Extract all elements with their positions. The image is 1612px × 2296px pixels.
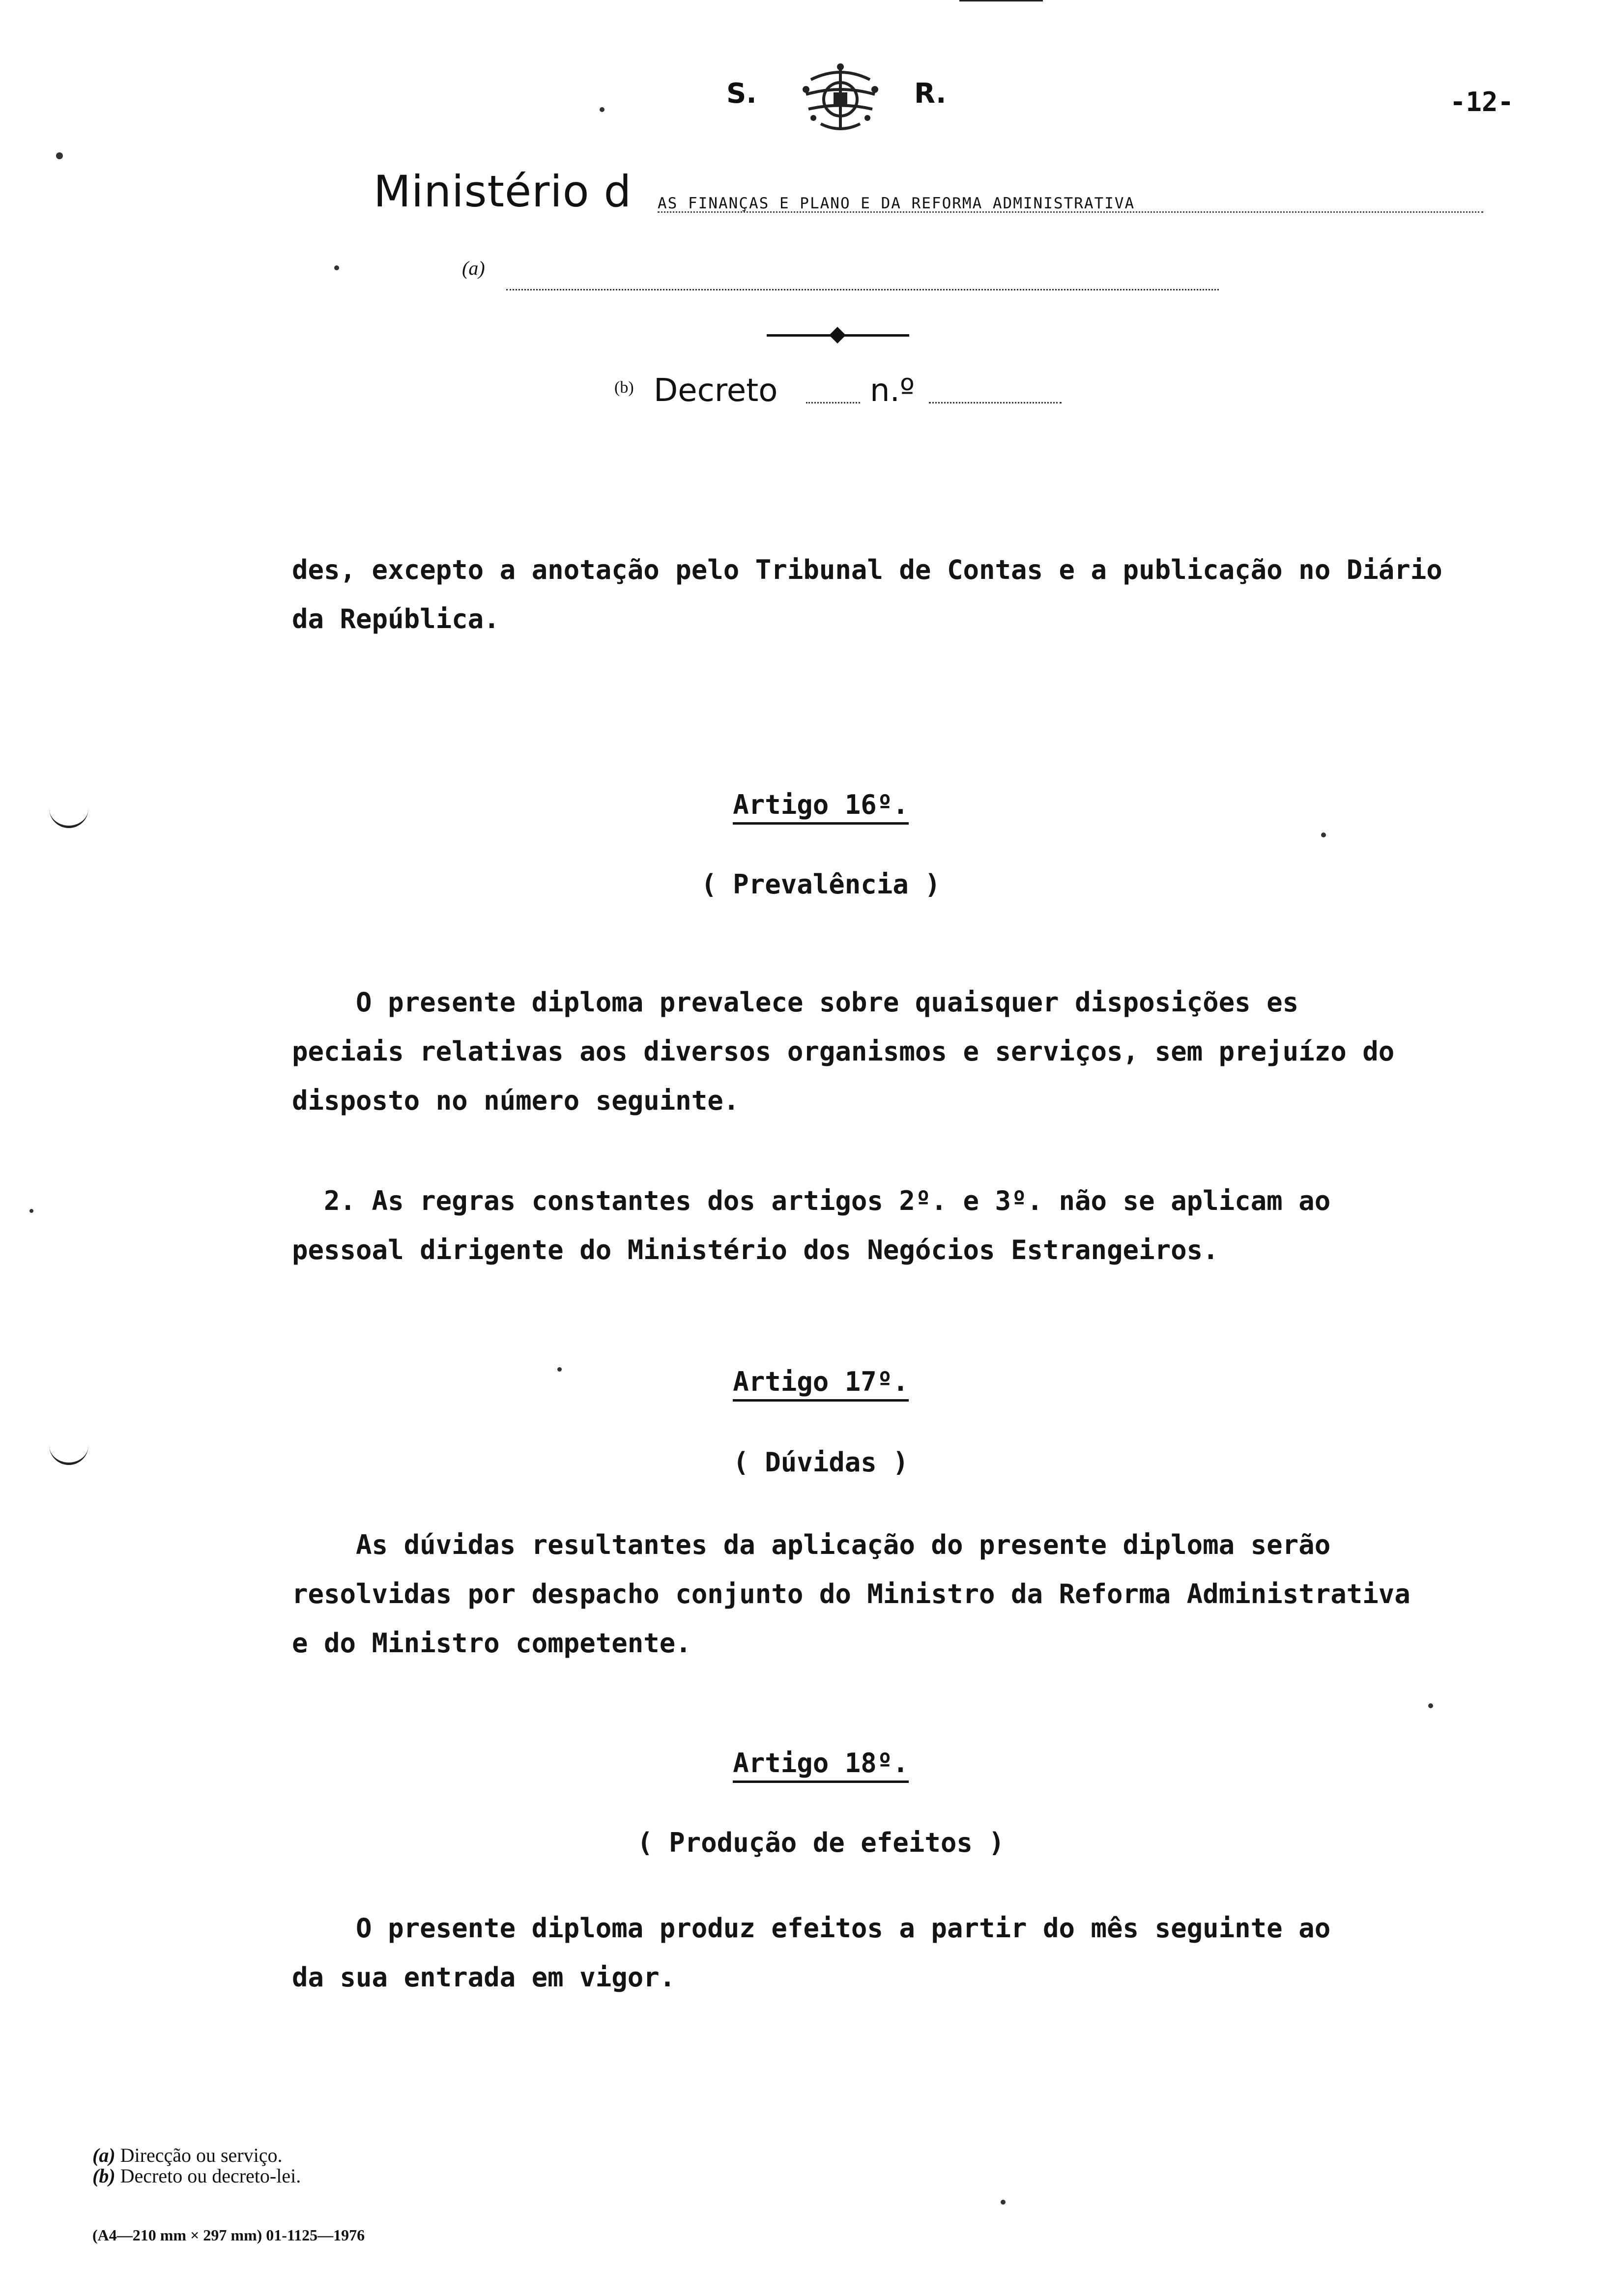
decreto-number-blank: [929, 402, 1062, 403]
scan-dot: [600, 107, 604, 112]
article-18-p1-line-1: O presente diploma produz efeitos a partir do mês seguinte ao: [292, 1913, 1331, 1944]
article-17-p1-line-3: e do Ministro competente.: [292, 1628, 691, 1659]
header-letter-s: S.: [726, 78, 757, 110]
scan-dot: [1321, 832, 1326, 837]
footnote-a-text: Direcção ou serviço.: [120, 2144, 283, 2166]
article-17-subtitle-text: ( Dúvidas ): [733, 1447, 909, 1478]
decreto-type-blank: [806, 402, 860, 403]
scan-dot: [1001, 2200, 1006, 2205]
article-17-subtitle: [0, 1447, 1612, 1478]
decreto-label: Decreto: [654, 373, 778, 409]
article-16-p1-line-3: disposto no número seguinte.: [292, 1085, 740, 1116]
article-16-title-text: Artigo 16º.: [733, 789, 909, 825]
article-16-p1-line-2: peciais relativas aos diversos organismos e serviços, sem prejuízo do: [292, 1036, 1395, 1067]
intro-line-2: da República.: [292, 603, 500, 634]
divider-diamond-icon: [829, 327, 846, 344]
article-16-p2-line-1: 2. As regras constantes dos artigos 2º. e 3º. não se aplicam ao: [292, 1185, 1331, 1216]
intro-line-1: des, excepto a anotação pelo Tribunal de Contas e a publicação no Diário: [292, 554, 1442, 585]
ministry-title: Ministério d: [374, 166, 632, 217]
article-18-title-text: Artigo 18º.: [733, 1748, 909, 1783]
article-16-p1-line-1: O presente diploma prevalece sobre quaisquer disposições es: [292, 987, 1299, 1018]
article-16-subtitle: [0, 869, 1612, 900]
field-a-dotted-line: [506, 289, 1219, 290]
coat-of-arms-icon: [791, 60, 890, 139]
ministry-dotted-line: [658, 211, 1483, 213]
scan-dot: [557, 1367, 562, 1372]
top-rule: [959, 0, 1043, 1]
decreto-number-label: n.º: [870, 373, 915, 409]
article-16-subtitle-text: ( Prevalência ): [701, 869, 941, 900]
ministry-name: AS FINANÇAS E PLANO E DA REFORMA ADMINISTRATIVA: [658, 195, 1135, 212]
scan-dot: [56, 152, 63, 159]
footnote-a-marker: (a): [92, 2144, 115, 2166]
scan-dot: [1428, 1703, 1433, 1708]
article-17-p1-line-2: resolvidas por despacho conjunto do Ministro da Reforma Administrativa: [292, 1578, 1410, 1609]
page-number: -12-: [1450, 86, 1514, 117]
footnote-b-marker: (b): [92, 2165, 115, 2187]
article-17-p1-line-1: As dúvidas resultantes da aplicação do presente diploma serão: [292, 1529, 1331, 1560]
footnote-b: [92, 2164, 301, 2187]
article-18-subtitle: [0, 1827, 1612, 1858]
article-17-title-text: Artigo 17º.: [733, 1366, 909, 1402]
scan-dot: [29, 1209, 33, 1213]
field-a-label: (a): [462, 257, 485, 279]
article-16-p2-line-2: pessoal dirigente do Ministério dos Negócios Estrangeiros.: [292, 1234, 1219, 1265]
header-letter-r: R.: [914, 78, 947, 110]
scan-dot: [334, 265, 339, 270]
footnote-b-text: Decreto ou decreto-lei.: [120, 2165, 301, 2187]
decreto-b-label: (b): [614, 378, 634, 397]
article-18-p1-line-2: da sua entrada em vigor.: [292, 1962, 676, 1993]
form-code: (A4—210 mm × 297 mm) 01-1125—1976: [92, 2226, 365, 2244]
footnote-a: [92, 2144, 282, 2167]
article-17-title: [0, 1366, 1612, 1397]
article-18-title: [0, 1748, 1612, 1779]
binding-mark-1: [49, 806, 88, 828]
article-18-subtitle-text: ( Produção de efeitos ): [637, 1827, 1005, 1858]
article-16-title: [0, 789, 1612, 820]
